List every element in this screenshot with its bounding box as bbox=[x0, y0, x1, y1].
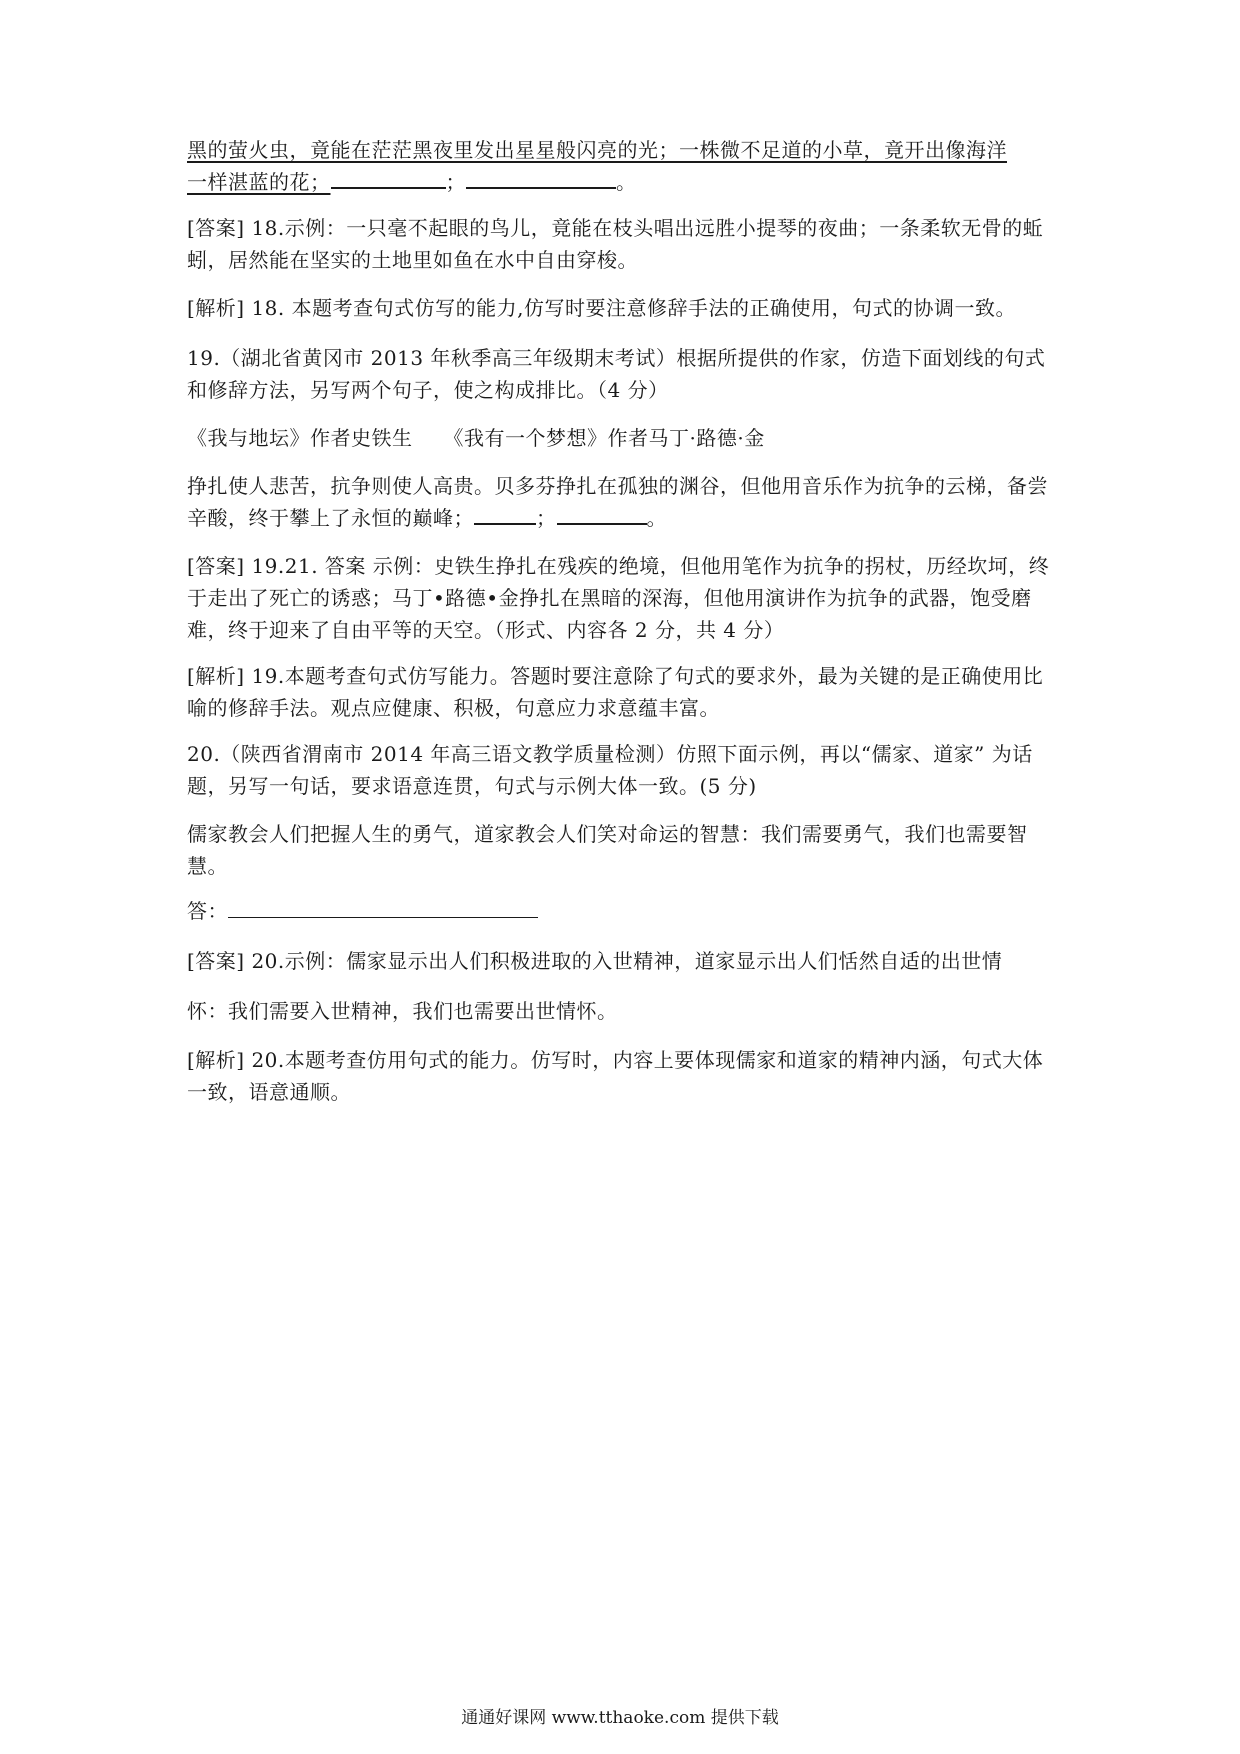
q18-prompt-tail bbox=[187, 134, 1057, 198]
answer-blank[interactable] bbox=[228, 899, 538, 918]
page-footer: 通通好课网 www.tthaoke.com 提供下载 bbox=[461, 1708, 779, 1728]
separator: ； bbox=[445, 170, 466, 194]
q19-answer: [答案] 19.21. 答案 示例：史铁生挣扎在残疾的绝境，但他用笔作为抗争的拐杖，历经坎坷，终于走出了死亡的诱惑；马丁•路德•金挣扎在黑暗的深海，但他用演讲作为抗争的武器，饱受磨难，终于迎来了自由平等的天空。（形式、内容各 2 分，共 4 分） bbox=[187, 554, 1050, 642]
q19-main-text: 挣扎使人悲苦，抗争则使人高贵。贝多芬挣扎在孤独的渊谷，但他用音乐作为抗争的云梯，备尝辛酸，终于攀上了永恒的巅峰； bbox=[187, 474, 1048, 530]
q20-example: 儒家教会人们把握人生的勇气，道家教会人们笑对命运的智慧：我们需要勇气，我们也需要智慧。 bbox=[187, 822, 1028, 878]
q20-prompt: 20.（陕西省渭南市 2014 年高三语文教学质量检测）仿照下面示例，再以“儒家、道家” 为话题，另写一句话，要求语意连贯，句式与示例大体一致。(5 分) bbox=[187, 742, 1033, 798]
q20-analysis: [解析] 20.本题考查仿用句式的能力。仿写时，内容上要体现儒家和道家的精神内涵，句式大体一致，语意通顺。 bbox=[187, 1048, 1044, 1104]
answer-blank[interactable] bbox=[557, 505, 647, 525]
q18-analysis: [解析] 18. 本题考查句式仿写的能力,仿写时要注意修辞手法的正确使用，句式的协调一致。 bbox=[187, 296, 1016, 320]
answer-blank[interactable] bbox=[466, 169, 616, 189]
q19-analysis: [解析] 19.本题考查句式仿写能力。答题时要注意除了句式的要求外，最为关键的是正确使用比喻的修辞手法。观点应健康、积极，句意应力求意蕴丰富。 bbox=[187, 664, 1044, 720]
answer-blank[interactable] bbox=[474, 505, 536, 525]
separator: ； bbox=[536, 506, 557, 530]
answer-label: 答： bbox=[187, 899, 228, 923]
q20-answer-part2: 怀：我们需要入世精神，我们也需要出世情怀。 bbox=[187, 999, 618, 1023]
q19-prompt: 19.（湖北省黄冈市 2013 年秋季高三年级期末考试）根据所提供的作家，仿造下面划线的句式和修辞方法，另写两个句子，使之构成排比。（4 分） bbox=[187, 346, 1046, 402]
q19-text bbox=[187, 470, 1057, 534]
q18-line2: 一样湛蓝的花； bbox=[187, 170, 331, 194]
q20-answer-line bbox=[187, 895, 1057, 927]
q19-authors: 《我与地坛》作者史铁生 《我有一个梦想》作者马丁·路德·金 bbox=[187, 426, 765, 450]
q18-answer: [答案] 18.示例：一只毫不起眼的鸟儿，竟能在枝头唱出远胜小提琴的夜曲；一条柔软无骨的蚯蚓，居然能在坚实的土地里如鱼在水中自由穿梭。 bbox=[187, 216, 1044, 272]
end-mark: 。 bbox=[646, 506, 667, 530]
answer-blank[interactable] bbox=[331, 169, 446, 189]
end-mark: 。 bbox=[616, 170, 637, 194]
q20-answer-part1: [答案] 20.示例：儒家显示出人们积极进取的入世精神，道家显示出人们恬然自适的出世情 bbox=[187, 949, 1003, 973]
q18-line1: 黑的萤火虫，竟能在茫茫黑夜里发出星星般闪亮的光；一株微不足道的小草，竟开出像海洋 bbox=[187, 138, 1007, 162]
